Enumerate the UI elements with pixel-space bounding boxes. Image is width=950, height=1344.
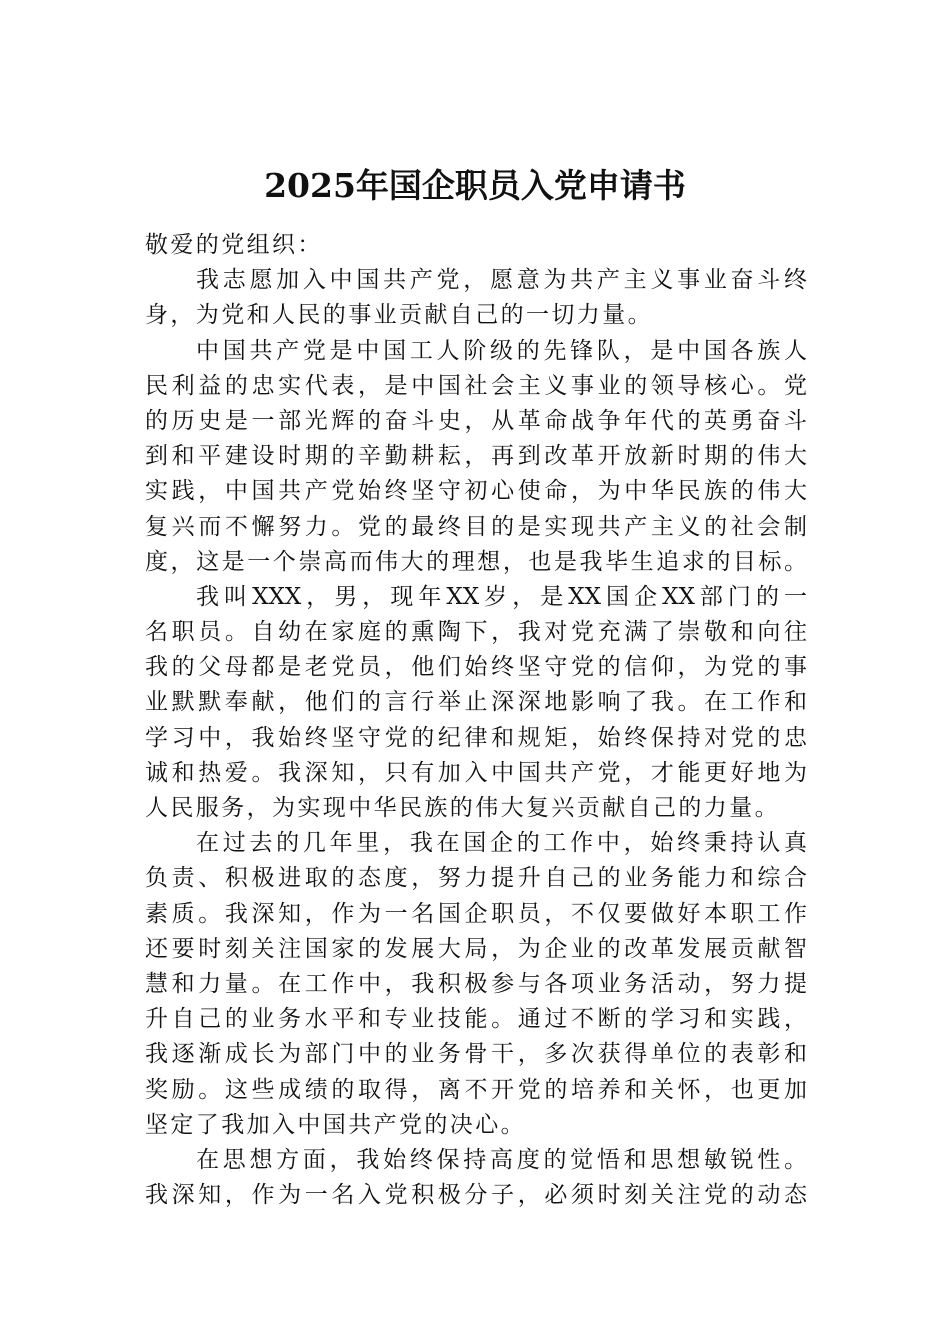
text-line: 升自己的业务水平和专业技能。通过不断的学习和实践， [145, 1006, 807, 1033]
text-line: 的历史是一部光辉的奋斗史，从革命战争年代的英勇奋斗 [145, 407, 807, 434]
text-line: 学习中，我始终坚守党的纪律和规矩，始终保持对党的忠 [145, 724, 807, 751]
text-line: 到和平建设时期的辛勤耕耘，再到改革开放新时期的伟大 [145, 443, 807, 470]
text-line: 业默默奉献，他们的言行举止深深地影响了我。在工作和 [145, 689, 807, 716]
text-line: 慧和力量。在工作中，我积极参与各项业务活动，努力提 [145, 970, 807, 997]
document-title: 2025年国企职员入党申请书 [264, 166, 686, 205]
text-line: 度，这是一个崇高而伟大的理想，也是我毕生追求的目标。 [145, 548, 807, 575]
text-line: 我深知，作为一名入党积极分子，必须时刻关注党的动态 [145, 1182, 807, 1209]
text-line: 名职员。自幼在家庭的熏陶下，我对党充满了崇敬和向往 [145, 619, 807, 646]
text-line: 奖励。这些成绩的取得，离不开党的培养和关怀，也更加 [145, 1076, 807, 1103]
text-line: 坚定了我加入中国共产党的决心。 [145, 1111, 526, 1138]
text-line: 负责、积极进取的态度，努力提升自己的业务能力和综合 [145, 865, 807, 892]
text-line: 身，为党和人民的事业贡献自己的一切力量。 [145, 302, 653, 329]
document-body [145, 228, 807, 1213]
text-line: 中国共产党是中国工人阶级的先锋队，是中国各族人 [196, 337, 807, 364]
body-lines [145, 263, 807, 1213]
text-line: 我的父母都是老党员，他们始终坚守党的信仰，为党的事 [145, 654, 807, 681]
text-line: 我叫XXX，男，现年XX岁，是XX国企XX部门的一 [196, 583, 807, 610]
text-line: 素质。我深知，作为一名国企职员，不仅要做好本职工作 [145, 900, 807, 927]
text-line: 在过去的几年里，我在国企的工作中，始终秉持认真 [196, 830, 807, 857]
text-line: 民利益的忠实代表，是中国社会主义事业的领导核心。党 [145, 372, 807, 399]
text-line: 在思想方面，我始终保持高度的觉悟和思想敏锐性。 [196, 1146, 807, 1173]
text-line: 实践，中国共产党始终坚守初心使命，为中华民族的伟大 [145, 478, 807, 505]
text-line: 人民服务，为实现中华民族的伟大复兴贡献自己的力量。 [145, 795, 780, 821]
text-line: 我志愿加入中国共产党，愿意为共产主义事业奋斗终 [196, 267, 807, 294]
text-line: 复兴而不懈努力。党的最终目的是实现共产主义的社会制 [145, 513, 807, 540]
text-line: 还要时刻关注国家的发展大局，为企业的改革发展贡献智 [145, 935, 807, 962]
salutation: 敬爱的党组织： [145, 232, 323, 258]
text-line: 我逐渐成长为部门中的业务骨干，多次获得单位的表彰和 [145, 1041, 807, 1068]
text-line: 诚和热爱。我深知，只有加入中国共产党，才能更好地为 [145, 759, 807, 786]
